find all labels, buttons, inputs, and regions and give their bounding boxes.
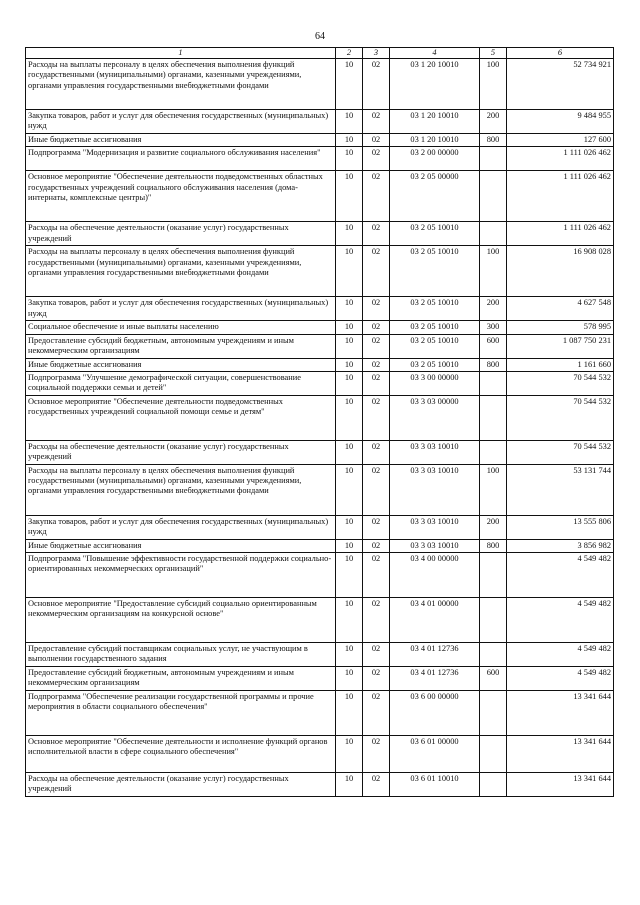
- row-expense-type: [480, 147, 507, 171]
- row-subsection: 02: [363, 321, 390, 334]
- row-section: 10: [336, 147, 363, 171]
- row-expense-type: 200: [480, 515, 507, 539]
- row-name: Иные бюджетные ассигнования: [26, 134, 336, 147]
- row-expense-type: 200: [480, 297, 507, 321]
- row-subsection: 02: [363, 59, 390, 110]
- row-section: 10: [336, 691, 363, 736]
- row-amount: 53 131 744: [507, 464, 614, 515]
- row-subsection: 02: [363, 667, 390, 691]
- row-section: 10: [336, 59, 363, 110]
- row-target-code: 03 3 03 00000: [390, 395, 480, 440]
- row-subsection: 02: [363, 246, 390, 297]
- row-section: 10: [336, 553, 363, 598]
- header-expense-type: 5: [480, 48, 507, 59]
- row-section: 10: [336, 539, 363, 552]
- row-name: Основное мероприятие "Обеспечение деятельности подведомственных государственных учреждений социальной помощи семье и детям": [26, 395, 336, 440]
- row-subsection: 02: [363, 553, 390, 598]
- row-subsection: 02: [363, 691, 390, 736]
- row-amount: 1 111 026 462: [507, 222, 614, 246]
- table-row: [26, 736, 614, 773]
- row-expense-type: [480, 643, 507, 667]
- table-row: [26, 222, 614, 246]
- row-target-code: 03 1 20 10010: [390, 59, 480, 110]
- row-subsection: 02: [363, 147, 390, 171]
- row-section: 10: [336, 297, 363, 321]
- row-target-code: 03 2 05 00000: [390, 171, 480, 222]
- table-row: [26, 643, 614, 667]
- row-amount: 4 549 482: [507, 643, 614, 667]
- row-expense-type: [480, 691, 507, 736]
- row-section: 10: [336, 440, 363, 464]
- row-expense-type: 600: [480, 334, 507, 358]
- row-target-code: 03 6 01 10010: [390, 773, 480, 797]
- row-target-code: 03 2 05 10010: [390, 246, 480, 297]
- row-amount: 13 341 644: [507, 691, 614, 736]
- row-expense-type: [480, 773, 507, 797]
- row-target-code: 03 1 20 10010: [390, 134, 480, 147]
- table-row: [26, 440, 614, 464]
- header-target-code: 4: [390, 48, 480, 59]
- row-target-code: 03 3 03 10010: [390, 539, 480, 552]
- row-expense-type: 800: [480, 134, 507, 147]
- row-subsection: 02: [363, 334, 390, 358]
- row-target-code: 03 1 20 10010: [390, 110, 480, 134]
- row-target-code: 03 4 01 00000: [390, 598, 480, 643]
- row-section: 10: [336, 598, 363, 643]
- table-row: [26, 773, 614, 797]
- table-row: [26, 667, 614, 691]
- row-target-code: 03 3 00 00000: [390, 371, 480, 395]
- table-row: [26, 553, 614, 598]
- row-subsection: 02: [363, 110, 390, 134]
- row-name: Расходы на выплаты персоналу в целях обеспечения выполнения функций государственными (муниципальными) органами, казенными учреждениями, органами управления государственными внебюджетными фондами: [26, 464, 336, 515]
- table-row: [26, 147, 614, 171]
- row-name: Подпрограмма "Модернизация и развитие социального обслуживания населения": [26, 147, 336, 171]
- table-row: [26, 246, 614, 297]
- row-subsection: 02: [363, 222, 390, 246]
- row-subsection: 02: [363, 395, 390, 440]
- row-target-code: 03 3 03 10010: [390, 464, 480, 515]
- row-name: Иные бюджетные ассигнования: [26, 358, 336, 371]
- row-expense-type: 800: [480, 358, 507, 371]
- row-section: 10: [336, 464, 363, 515]
- header-amount: 6: [507, 48, 614, 59]
- row-name: Закупка товаров, работ и услуг для обеспечения государственных (муниципальных) нужд: [26, 297, 336, 321]
- row-subsection: 02: [363, 773, 390, 797]
- row-target-code: 03 2 05 10010: [390, 358, 480, 371]
- table-row: [26, 297, 614, 321]
- row-expense-type: [480, 171, 507, 222]
- table-row: [26, 59, 614, 110]
- table-row: [26, 334, 614, 358]
- table-row: [26, 110, 614, 134]
- row-name: Основное мероприятие "Обеспечение деятельности подведомственных областных государственных учреждений социального обслуживания населения (дома-интернаты, комплексные центры)": [26, 171, 336, 222]
- row-name: Расходы на обеспечение деятельности (оказание услуг) государственных учреждений: [26, 222, 336, 246]
- row-section: 10: [336, 736, 363, 773]
- budget-table: [25, 47, 614, 797]
- row-subsection: 02: [363, 598, 390, 643]
- row-amount: 127 600: [507, 134, 614, 147]
- row-amount: 13 341 644: [507, 773, 614, 797]
- row-name: Подпрограмма "Обеспечение реализации государственной программы и прочие мероприятия в области социального обеспечения": [26, 691, 336, 736]
- row-expense-type: [480, 395, 507, 440]
- row-name: Подпрограмма "Повышение эффективности государственной поддержки социально-ориентированных некоммерческих организаций": [26, 553, 336, 598]
- row-target-code: 03 4 01 12736: [390, 643, 480, 667]
- table-header-row: [26, 48, 614, 59]
- row-section: 10: [336, 246, 363, 297]
- row-amount: 4 549 482: [507, 553, 614, 598]
- row-section: 10: [336, 321, 363, 334]
- row-expense-type: 100: [480, 59, 507, 110]
- row-target-code: 03 2 00 00000: [390, 147, 480, 171]
- table-row: [26, 515, 614, 539]
- table-row: [26, 691, 614, 736]
- row-expense-type: [480, 371, 507, 395]
- row-subsection: 02: [363, 358, 390, 371]
- row-expense-type: 100: [480, 464, 507, 515]
- row-target-code: 03 4 00 00000: [390, 553, 480, 598]
- row-amount: 16 908 028: [507, 246, 614, 297]
- row-target-code: 03 4 01 12736: [390, 667, 480, 691]
- row-expense-type: 100: [480, 246, 507, 297]
- row-name: Основное мероприятие "Предоставление субсидий социально ориентированным некоммерческим организациям на конкурсной основе": [26, 598, 336, 643]
- row-amount: 70 544 532: [507, 395, 614, 440]
- row-expense-type: 600: [480, 667, 507, 691]
- row-name: Социальное обеспечение и иные выплаты населению: [26, 321, 336, 334]
- row-expense-type: [480, 598, 507, 643]
- row-section: 10: [336, 667, 363, 691]
- row-amount: 4 549 482: [507, 598, 614, 643]
- row-amount: 1 111 026 462: [507, 171, 614, 222]
- table-row: [26, 598, 614, 643]
- row-amount: 70 544 532: [507, 371, 614, 395]
- row-section: 10: [336, 171, 363, 222]
- row-expense-type: 800: [480, 539, 507, 552]
- row-section: 10: [336, 110, 363, 134]
- row-section: 10: [336, 773, 363, 797]
- row-target-code: 03 6 00 00000: [390, 691, 480, 736]
- row-section: 10: [336, 334, 363, 358]
- row-amount: 13 341 644: [507, 736, 614, 773]
- table-row: [26, 371, 614, 395]
- row-section: 10: [336, 643, 363, 667]
- table-row: [26, 134, 614, 147]
- row-subsection: 02: [363, 539, 390, 552]
- row-name: Закупка товаров, работ и услуг для обеспечения государственных (муниципальных) нужд: [26, 110, 336, 134]
- row-amount: 4 627 548: [507, 297, 614, 321]
- header-name: 1: [26, 48, 336, 59]
- row-amount: 4 549 482: [507, 667, 614, 691]
- row-amount: 1 161 660: [507, 358, 614, 371]
- row-section: 10: [336, 395, 363, 440]
- row-target-code: 03 2 05 10010: [390, 321, 480, 334]
- row-expense-type: [480, 222, 507, 246]
- row-section: 10: [336, 515, 363, 539]
- row-subsection: 02: [363, 464, 390, 515]
- row-expense-type: 300: [480, 321, 507, 334]
- page-number: 64: [315, 31, 325, 42]
- row-subsection: 02: [363, 440, 390, 464]
- header-section: 2: [336, 48, 363, 59]
- row-subsection: 02: [363, 297, 390, 321]
- row-section: 10: [336, 134, 363, 147]
- row-target-code: 03 2 05 10010: [390, 222, 480, 246]
- row-expense-type: [480, 736, 507, 773]
- row-name: Иные бюджетные ассигнования: [26, 539, 336, 552]
- row-amount: 1 111 026 462: [507, 147, 614, 171]
- row-target-code: 03 2 05 10010: [390, 334, 480, 358]
- row-name: Основное мероприятие "Обеспечение деятельности и исполнение функций органов исполнительной власти в сфере социального обеспечения": [26, 736, 336, 773]
- row-name: Расходы на выплаты персоналу в целях обеспечения выполнения функций государственными (муниципальными) органами, казенными учреждениями, органами управления государственными внебюджетными фондами: [26, 59, 336, 110]
- row-target-code: 03 6 01 00000: [390, 736, 480, 773]
- header-subsection: 3: [363, 48, 390, 59]
- row-section: 10: [336, 358, 363, 371]
- row-target-code: 03 3 03 10010: [390, 515, 480, 539]
- row-target-code: 03 3 03 10010: [390, 440, 480, 464]
- row-expense-type: [480, 553, 507, 598]
- row-subsection: 02: [363, 371, 390, 395]
- row-target-code: 03 2 05 10010: [390, 297, 480, 321]
- row-name: Предоставление субсидий бюджетным, автономным учреждениям и иным некоммерческим организациям: [26, 667, 336, 691]
- row-expense-type: 200: [480, 110, 507, 134]
- row-amount: 1 087 750 231: [507, 334, 614, 358]
- row-name: Расходы на выплаты персоналу в целях обеспечения выполнения функций государственными (муниципальными) органами, казенными учреждениями, органами управления государственными внебюджетными фондами: [26, 246, 336, 297]
- row-subsection: 02: [363, 171, 390, 222]
- row-amount: 52 734 921: [507, 59, 614, 110]
- row-subsection: 02: [363, 643, 390, 667]
- row-subsection: 02: [363, 515, 390, 539]
- row-name: Подпрограмма "Улучшение демографической ситуации, совершенствование социальной поддержки семьи и детей": [26, 371, 336, 395]
- row-amount: 9 484 955: [507, 110, 614, 134]
- table-row: [26, 358, 614, 371]
- row-name: Закупка товаров, работ и услуг для обеспечения государственных (муниципальных) нужд: [26, 515, 336, 539]
- table-row: [26, 395, 614, 440]
- row-name: Расходы на обеспечение деятельности (оказание услуг) государственных учреждений: [26, 773, 336, 797]
- row-subsection: 02: [363, 134, 390, 147]
- row-name: Предоставление субсидий поставщикам социальных услуг, не участвующим в выполнении государственного задания: [26, 643, 336, 667]
- table-row: [26, 321, 614, 334]
- table-row: [26, 464, 614, 515]
- row-name: Предоставление субсидий бюджетным, автономным учреждениям и иным некоммерческим организациям: [26, 334, 336, 358]
- row-subsection: 02: [363, 736, 390, 773]
- row-amount: 3 856 982: [507, 539, 614, 552]
- row-expense-type: [480, 440, 507, 464]
- row-name: Расходы на обеспечение деятельности (оказание услуг) государственных учреждений: [26, 440, 336, 464]
- row-amount: 578 995: [507, 321, 614, 334]
- row-amount: 13 555 806: [507, 515, 614, 539]
- row-section: 10: [336, 371, 363, 395]
- row-section: 10: [336, 222, 363, 246]
- row-amount: 70 544 532: [507, 440, 614, 464]
- table-row: [26, 171, 614, 222]
- table-row: [26, 539, 614, 552]
